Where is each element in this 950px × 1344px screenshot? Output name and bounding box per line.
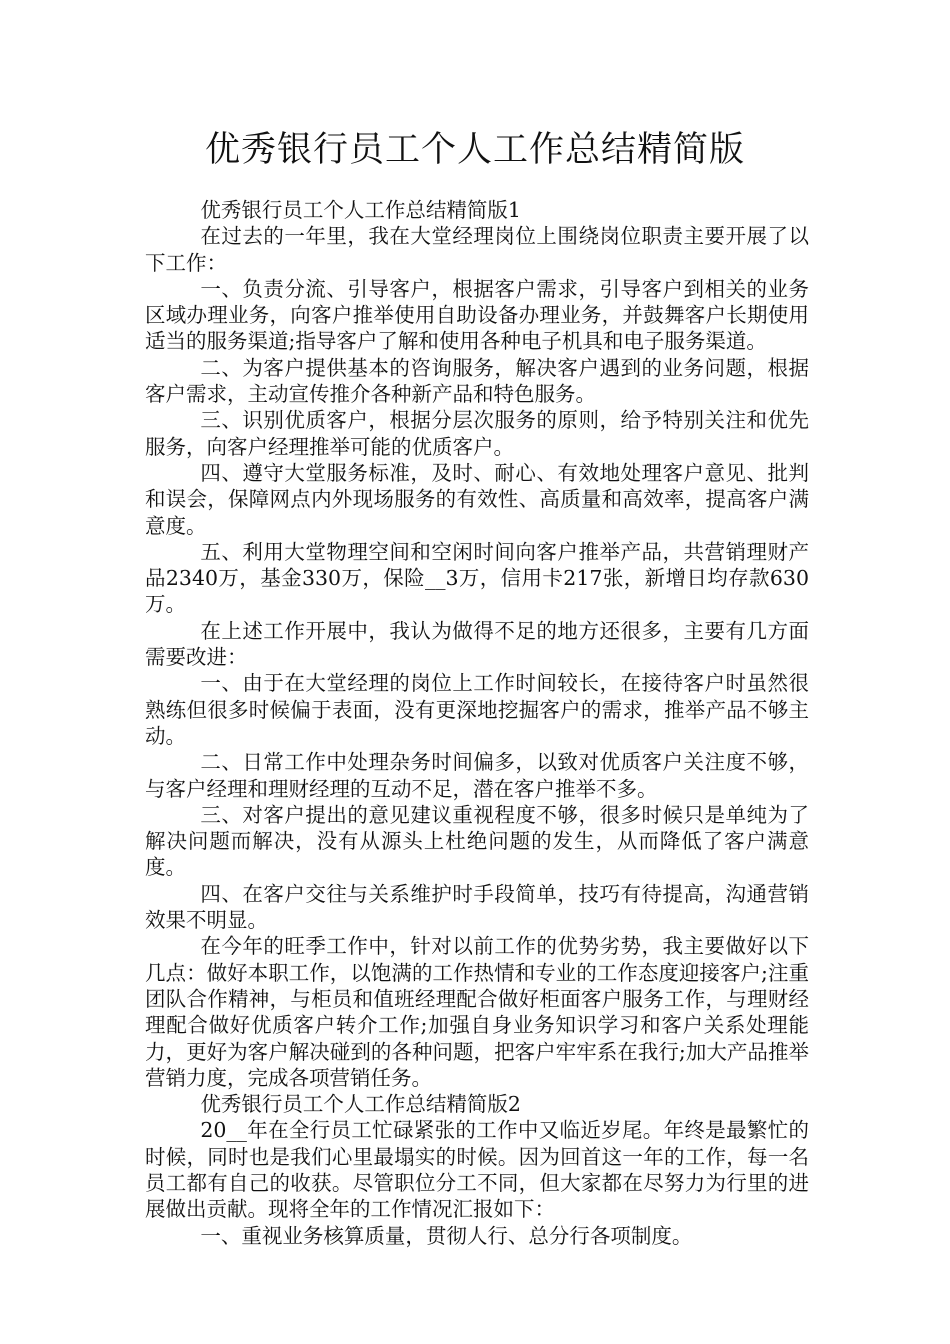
document-body — [145, 197, 809, 1249]
section-heading: 优秀银行员工个人工作总结精简版1 — [200, 198, 521, 222]
paragraph: 20__年在全行员工忙碌紧张的工作中又临近岁尾。年终是最繁忙的时候，同时也是我们心里最塌实的时候。因为回首这一年的工作，每一名员工都有自己的收获。尽管职位分工不同，但大家都在尽努力为行里的进展做出贡献。现将全年的工作情况汇报如下： — [145, 1118, 809, 1222]
paragraph: 二、日常工作中处理杂务时间偏多，以致对优质客户关注度不够，与客户经理和理财经理的互动不足，潜在客户推举不多。 — [145, 750, 809, 801]
paragraph: 一、重视业务核算质量，贯彻人行、总分行各项制度。 — [200, 1223, 693, 1248]
paragraph: 一、负责分流、引导客户，根据客户需求，引导客户到相关的业务区域办理业务，向客户推举使用自助设备办理业务，并鼓舞客户长期使用适当的服务渠道;指导客户了解和使用各种电子机具和电子服务渠道。 — [145, 276, 809, 354]
section-heading: 优秀银行员工个人工作总结精简版2 — [200, 1092, 521, 1117]
paragraph: 四、遵守大堂服务标准，及时、耐心、有效地处理客户意见、批判和误会，保障网点内外现场服务的有效性、高质量和高效率，提高客户满意度。 — [145, 460, 809, 538]
document-title: 优秀银行员工个人工作总结精简版 — [204, 130, 745, 170]
paragraph: 在今年的旺季工作中，针对以前工作的优势劣势，我主要做好以下几点：做好本职工作，以饱满的工作热情和专业的工作态度迎接客户;注重团队合作精神，与柜员和值班经理配合做好柜面客户服务工作，与理财经理配合做好优质客户转介工作;加强自身业务知识学习和客户关系处理能力，更好为客户解决碰到的各种问题，把客户牢牢系在我行;加大产品推举营销力度，完成各项营销任务。 — [145, 934, 809, 1090]
paragraph: 在过去的一年里，我在大堂经理岗位上围绕岗位职责主要开展了以下工作： — [145, 224, 809, 275]
paragraph: 三、识别优质客户，根据分层次服务的原则，给予特别关注和优先服务，向客户经理推举可能的优质客户。 — [145, 408, 809, 459]
paragraph: 四、在客户交往与关系维护时手段简单，技巧有待提高，沟通营销效果不明显。 — [145, 881, 809, 933]
paragraph: 五、利用大堂物理空间和空闲时间向客户推举产品，共营销理财产品2340万，基金330万，保险__3万，信用卡217张，新增日均存款630万。 — [145, 539, 809, 617]
paragraph: 一、由于在大堂经理的岗位上工作时间较长，在接待客户时虽然很熟练但很多时候偏于表面，没有更深地挖掘客户的需求，推举产品不够主动。 — [145, 671, 809, 748]
paragraph: 在上述工作开展中，我认为做得不足的地方还很多，主要有几方面需要改进： — [145, 618, 809, 670]
paragraph: 二、为客户提供基本的咨询服务，解决客户遇到的业务问题，根据客户需求，主动宣传推介各种新产品和特色服务。 — [145, 355, 809, 407]
paragraph: 三、对客户提出的意见建议重视程度不够，很多时候只是单纯为了解决问题而解决，没有从源头上杜绝问题的发生，从而降低了客户满意度。 — [145, 802, 809, 880]
